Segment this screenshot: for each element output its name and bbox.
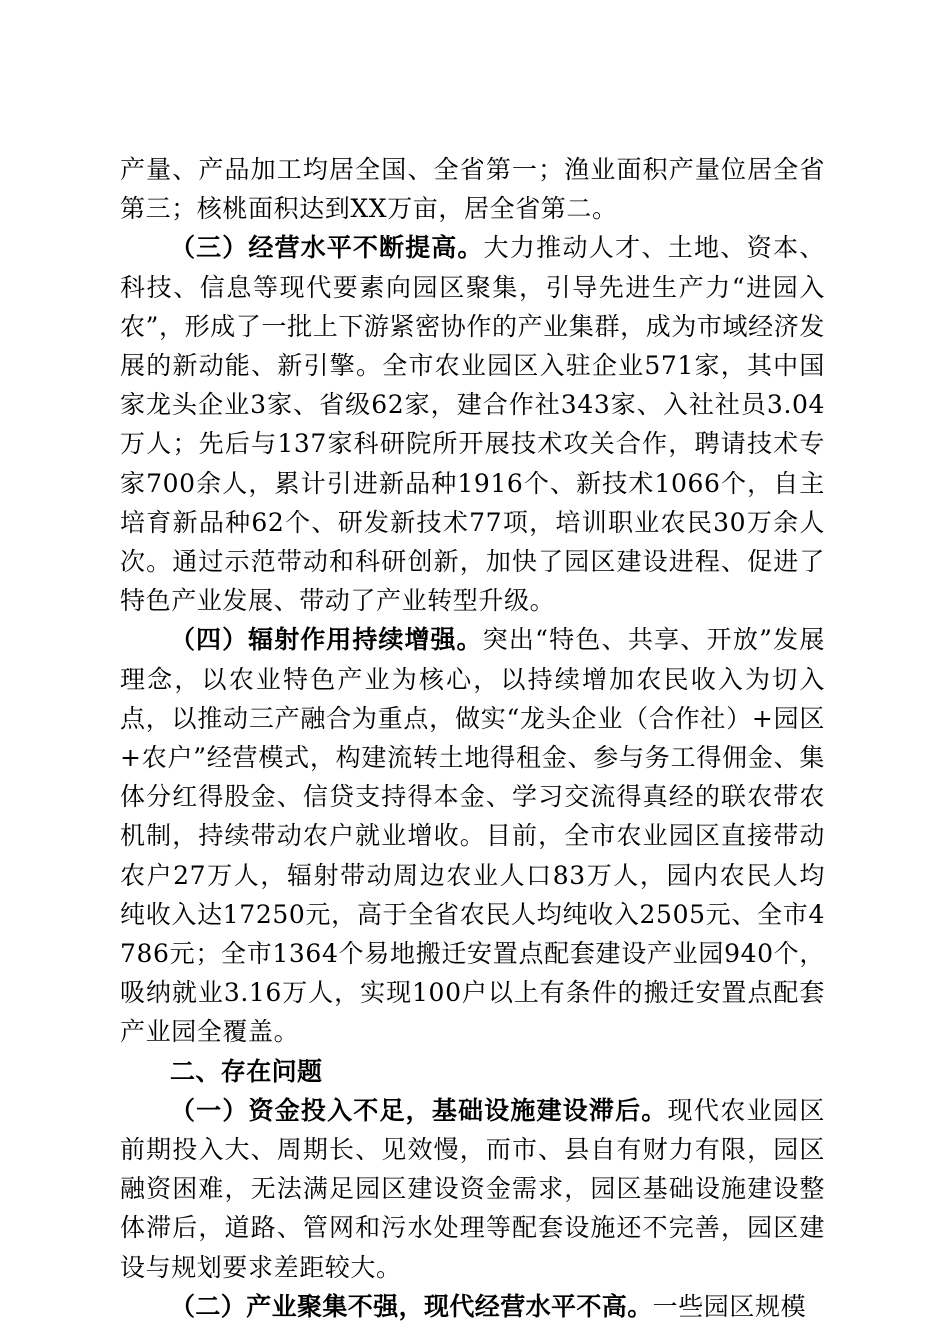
paragraph-lead: （三）经营水平不断提高。	[170, 233, 484, 263]
section-heading: 二、存在问题	[170, 1056, 323, 1086]
paragraph-lead: （四）辐射作用持续增强。	[170, 625, 483, 655]
paragraph-continuation	[120, 150, 825, 228]
paragraph-text: 大力推动人才、土地、资本、科技、信息等现代要素向园区聚集，引导先进生产力“进园入农”，形成了一批上下游紧密协作的产业集群，成为市域经济发展的新动能、新引擎。全市农业园区入驻企业571家，其中国家龙头企业3家、省级62家，建合作社343家、入社社员3.04万人；先后与137家科研院所开展技术攻关合作，聘请技术专家700余人，累计引进新品种1916个、新技术1066个，自主培育新品种62个、研发新技术77项，培训职业农民30万余人次。通过示范带动和科研创新，加快了园区建设进程、促进了特色产业发展、带动了产业转型升级。	[120, 233, 825, 616]
paragraph-lead: （一）资金投入不足，基础设施建设滞后。	[170, 1095, 668, 1125]
paragraph-text: 产量、产品加工均居全国、全省第一；渔业面积产量位居全省第三；核桃面积达到XX万亩，居全省第二。	[120, 155, 825, 224]
paragraph-radiation-effect	[120, 620, 825, 1051]
document-page	[120, 150, 825, 1326]
paragraph-operation-level	[120, 228, 825, 620]
paragraph-funding-shortage	[120, 1091, 825, 1287]
paragraph-industry-cluster	[120, 1287, 825, 1326]
paragraph-lead: （二）产业聚集不强，现代经营水平不高。	[170, 1291, 653, 1321]
paragraph-text: 一些园区规模	[652, 1291, 807, 1321]
paragraph-text: 现代农业园区前期投入大、周期长、见效慢，而市、县自有财力有限，园区融资困难，无法满足园区建设资金需求，园区基础设施建设整体滞后，道路、管网和污水处理等配套设施还不完善，园区建设与规划要求差距较大。	[120, 1095, 825, 1282]
paragraph-text: 突出“特色、共享、开放”发展理念，以农业特色产业为核心，以持续增加农民收入为切入点，以推动三产融合为重点，做实“龙头企业（合作社）+园区+农户”经营模式，构建流转土地得租金、参与务工得佣金、集体分红得股金、信贷支持得本金、学习交流得真经的联农带农机制，持续带动农户就业增收。目前，全市农业园区直接带动农户27万人，辐射带动周边农业人口83万人，园内农民人均纯收入达17250元，高于全省农民人均纯收入2505元、全市4786元；全市1364个易地搬迁安置点配套建设产业园940个，吸纳就业3.16万人，实现100户以上有条件的搬迁安置点配套产业园全覆盖。	[120, 625, 825, 1047]
